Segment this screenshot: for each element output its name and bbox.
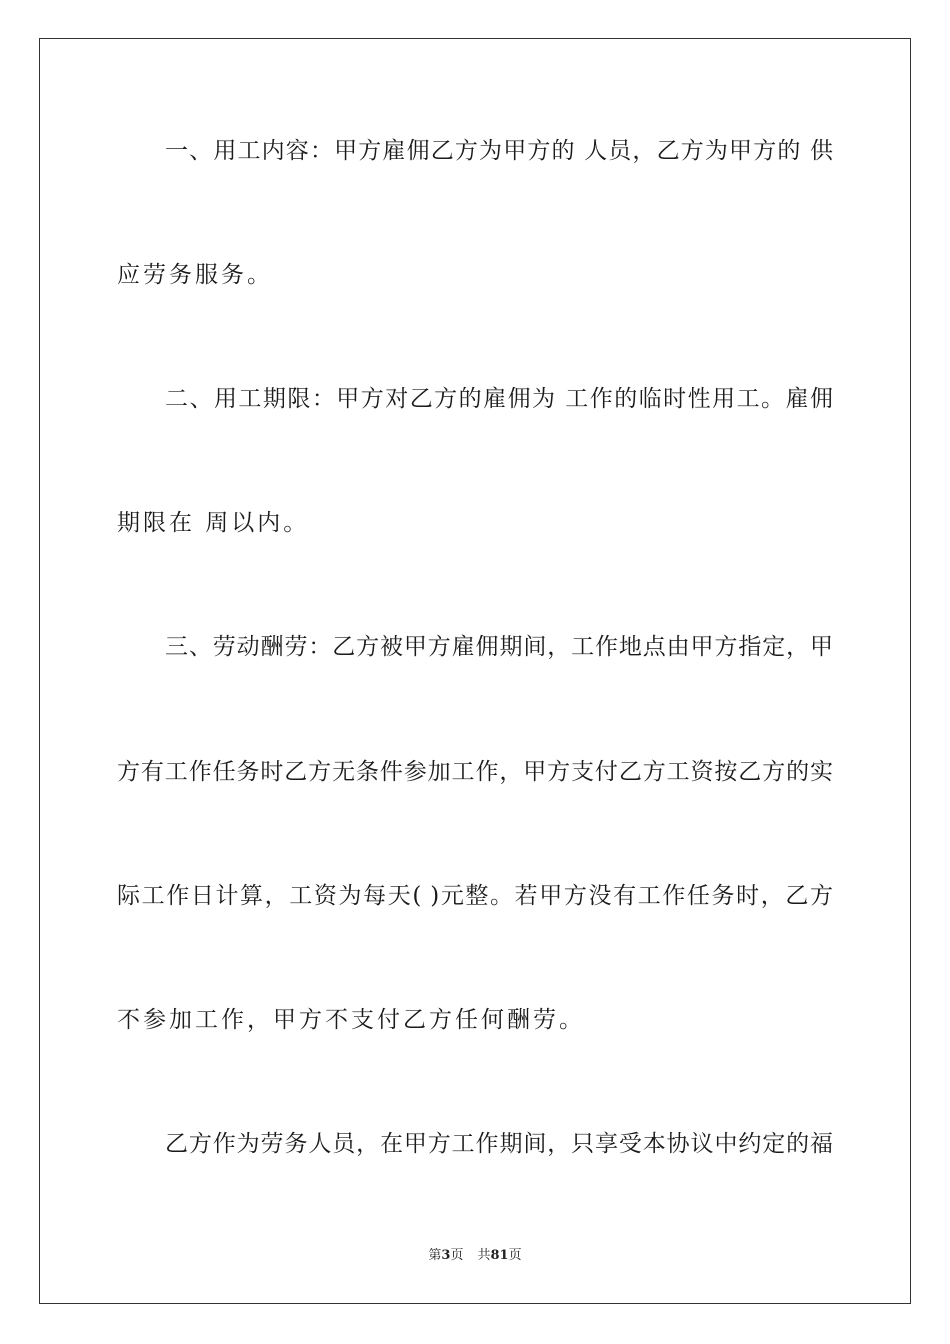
paragraph-3-line-2: 方有工作任务时乙方无条件参加工作，甲方支付乙方工资按乙方的实 xyxy=(117,759,833,785)
paragraph-4-line-1: 乙方作为劳务人员，在甲方工作期间，只享受本协议中约定的福 xyxy=(165,1131,833,1157)
total-prefix: 共 xyxy=(477,1248,491,1263)
paragraph-1-line-1: 一、用工内容：甲方雇佣乙方为甲方的 人员，乙方为甲方的 供 xyxy=(165,138,833,164)
paragraph-3-line-4: 不参加工作，甲方不支付乙方任何酬劳。 xyxy=(117,1007,585,1033)
page-prefix: 第 xyxy=(428,1248,442,1263)
paragraph-1-line-2: 应劳务服务。 xyxy=(117,262,273,288)
page-border xyxy=(39,38,911,1304)
total-pages: 81 xyxy=(490,1248,509,1263)
paragraph-3-line-1: 三、劳动酬劳：乙方被甲方雇佣期间，工作地点由甲方指定，甲 xyxy=(165,634,833,660)
page-footer xyxy=(0,1247,950,1265)
paragraph-2-line-1: 二、用工期限：甲方对乙方的雇佣为 工作的临时性用工。雇佣 xyxy=(165,386,833,412)
paragraph-2-line-2: 期限在 周以内。 xyxy=(117,510,310,536)
page-number: 3 xyxy=(441,1248,451,1263)
paragraph-3-line-3: 际工作日计算，工资为每天( )元整。若甲方没有工作任务时，乙方 xyxy=(117,883,833,909)
total-suffix: 页 xyxy=(508,1248,522,1263)
page-suffix: 页 xyxy=(450,1248,464,1263)
